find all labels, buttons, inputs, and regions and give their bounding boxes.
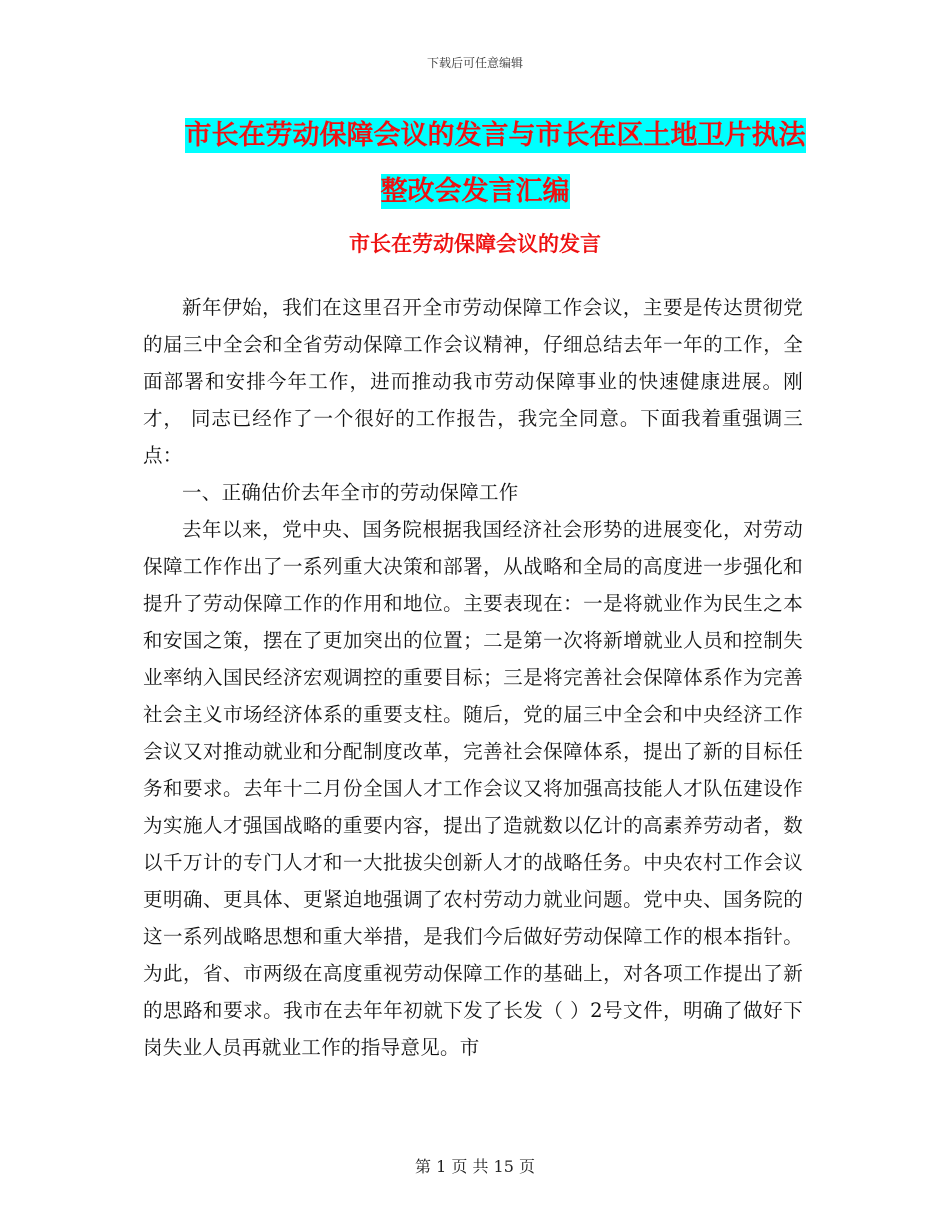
document-title — [0, 108, 950, 220]
document-title-line-1 — [0, 108, 950, 164]
body-text — [143, 289, 803, 1066]
page-footer: 第 1 页 共 15 页 — [415, 1157, 535, 1176]
paragraph-main: 去年以来，党中央、国务院根据我国经济社会形势的进展变化，对劳动保障工作作出了一系列重大决策和部署，从战略和全局的高度进一步强化和提升了劳动保障工作的作用和地位。主要表现在：一是将就业作为民生之本和安国之策，摆在了更加突出的位置；二是第一次将新增就业人员和控制失业率纳入国民经济宏观调控的重要目标；三是将完善社会保障体系作为完善社会主义市场经济体系的重要支柱。随后，党的届三中全会和中央经济工作会议又对推动就业和分配制度改革，完善社会保障体系，提出了新的目标任务和要求。去年十二月份全国人才工作会议又将加强高技能人才队伍建设作为实施人才强国战略的重要内容，提出了造就数以亿计的高素养劳动者，数以千万计的专门人才和一大批拔尖创新人才的战略任务。中央农村工作会议更明确、更具体、更紧迫地强调了农村劳动力就业问题。党中央、国务院的这一系列战略思想和重大举措，是我们今后做好劳动保障工作的根本指针。为此，省、市两级在高度重视劳动保障工作的基础上，对各项工作提出了新的思路和要求。我市在去年年初就下发了长发（ ）2号文件，明确了做好下岗失业人员再就业工作的指导意见。市 — [143, 518, 803, 1059]
paragraph-intro: 新年伊始，我们在这里召开全市劳动保障工作会议，主要是传达贯彻党的届三中全会和全省劳动保障工作会议精神，仔细总结去年一年的工作，全面部署和安排今年工作，进而推动我市劳动保障事业的快速健康进展。刚才， 同志已经作了一个很好的工作报告，我完全同意。下面我着重强调三点： — [143, 296, 803, 467]
page-header: 下载后可任意编辑 — [426, 56, 523, 70]
paragraph-heading-1: 一、正确估价去年全市的劳动保障工作 — [182, 481, 519, 504]
title-highlight-1: 市长在劳动保障会议的发言与市长在区土地卫片执法 — [184, 120, 806, 151]
document-title-line-2 — [0, 164, 950, 220]
title-highlight-2: 整改会发言汇编 — [380, 176, 570, 207]
section-title: 市长在劳动保障会议的发言 — [349, 232, 601, 256]
